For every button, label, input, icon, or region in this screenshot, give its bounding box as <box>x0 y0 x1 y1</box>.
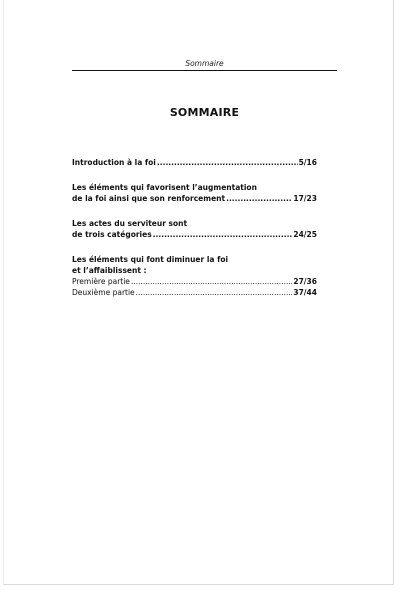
toc-entry-label-line2: de la foi ainsi que son renforcement <box>72 194 226 203</box>
toc-subentry-label: Deuxième partie <box>72 288 135 297</box>
table-of-contents <box>72 157 317 312</box>
dot-leader <box>153 229 293 240</box>
toc-entry-pages: 5/16 <box>298 158 317 167</box>
page-title: SOMMAIRE <box>169 106 240 119</box>
dot-leader <box>136 287 293 298</box>
toc-entry-augmentation <box>72 182 317 204</box>
dot-leader <box>157 157 298 168</box>
toc-subentry-deuxieme <box>72 287 317 298</box>
toc-entry-actes <box>72 218 317 240</box>
toc-row <box>72 193 317 204</box>
toc-entry-label-line1: Les éléments qui font diminuer la foi <box>72 255 229 264</box>
document-page <box>3 0 394 585</box>
toc-subentry-pages: 37/44 <box>293 288 317 297</box>
toc-subentry-label: Première partie <box>72 277 130 286</box>
toc-row <box>72 157 317 168</box>
toc-entry-label-line2: de trois catégories <box>72 230 152 239</box>
toc-entry-label-line2: et l’affaiblissent : <box>72 266 147 275</box>
toc-entry-diminuer <box>72 254 317 298</box>
toc-subentry-premiere <box>72 276 317 287</box>
toc-row <box>72 229 317 240</box>
toc-subentry-pages: 27/36 <box>293 277 317 286</box>
dot-leader <box>226 193 292 204</box>
toc-entry-label-line1: Les éléments qui favorisent l’augmentation <box>72 183 257 192</box>
running-header: Sommaire <box>185 59 224 68</box>
header-rule <box>72 70 337 71</box>
dot-leader <box>131 276 292 287</box>
toc-entry-pages: 17/23 <box>293 194 317 203</box>
toc-entry-label-line1: Les actes du serviteur sont <box>72 219 188 228</box>
toc-entry-label: Introduction à la foi <box>72 158 156 167</box>
toc-entry-pages: 24/25 <box>293 230 317 239</box>
toc-entry-introduction <box>72 157 317 168</box>
